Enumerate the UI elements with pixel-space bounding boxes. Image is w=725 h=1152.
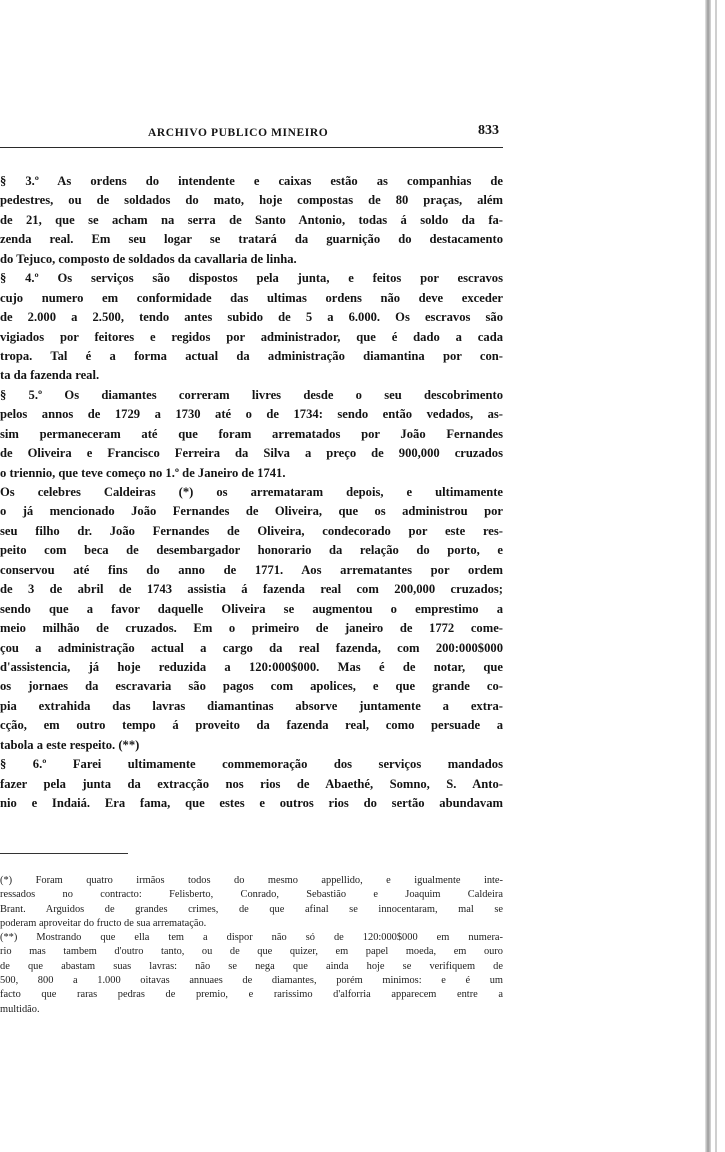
footnote-line: facto que raras pedras de premio, e rarissimo d'alforria apparecem entre a — [0, 989, 503, 1001]
footnote-line: Brant. Arguidos de grandes crimes, de que afinal se innocentaram, mal se — [0, 903, 503, 915]
header-rule — [0, 147, 503, 148]
text-line: § 6.º Farei ultimamente commemoração dos serviços mandados — [0, 757, 503, 772]
footnote-line: poderam aproveitar do fructo de sua arrematação. — [0, 917, 207, 929]
footnote-line: multidão. — [0, 1003, 40, 1015]
text-line: Os celebres Caldeiras (*) os arremataram depois, e ultimamente — [0, 485, 503, 499]
text-line: de 21, que se acham na serra de Santo Antonio, todas á soldo da fa- — [0, 212, 503, 227]
footnote-line: (*) Foram quatro irmãos todos do mesmo appellido, e igualmente inte- — [0, 875, 503, 886]
text-line: de Oliveira e Francisco Ferreira da Silva a preço de 900,000 cruzados — [0, 446, 503, 461]
text-line: vigiados por feitores e regidos por administrador, que é dado a cada — [0, 329, 503, 344]
page-edge-shadow — [705, 0, 711, 1152]
text-line: de 3 de abril de 1743 assistia á fazenda real com 200,000 cruzados; — [0, 582, 503, 597]
text-line: os jornaes da escravaria são pagos com apolices, e que grande co- — [0, 679, 503, 694]
text-line: d'assistencia, já hoje reduzida a 120:000$000. Mas é de notar, que — [0, 659, 503, 674]
footnote-rule — [0, 853, 128, 854]
text-line: sim permaneceram até que foram arrematados por João Fernandes — [0, 426, 503, 441]
text-line: § 3.º As ordens do intendente e caixas estão as companhias de — [0, 174, 503, 188]
text-line: tropa. Tal é a forma actual da administração diamantina por con- — [0, 348, 503, 363]
page-edge-line — [715, 0, 717, 1152]
text-line: conservou até fins do anno de 1771. Aos arrematantes por ordem — [0, 562, 503, 577]
text-line: zenda real. Em seu logar se tratará da guarnição do destacamento — [0, 232, 503, 247]
text-line: do Tejuco, composto de soldados da cavallaria de linha. — [0, 251, 297, 266]
text-line: seu filho dr. João Fernandes de Oliveira, condecorado por este res- — [0, 523, 503, 538]
text-line: o triennio, que teve começo no 1.º de Janeiro de 1741. — [0, 465, 286, 480]
text-line: meio milhão de cruzados. Em o primeiro de janeiro de 1772 come- — [0, 621, 503, 636]
text-line: § 4.º Os serviços são dispostos pela junta, e feitos por escravos — [0, 271, 503, 286]
text-line: de 2.000 a 2.500, tendo antes subido de 5 a 6.000. Os escravos são — [0, 310, 503, 325]
text-line: pelos annos de 1729 a 1730 até o de 1734: sendo então vedados, as- — [0, 407, 503, 422]
text-line: o já mencionado João Fernandes de Oliveira, que os administrou por — [0, 504, 503, 519]
text-line: tabola a este respeito. (**) — [0, 737, 140, 752]
footnote-line: 500, 800 a 1.000 oitavas annuaes de diamantes, porém minimos: e é um — [0, 975, 503, 987]
text-line: cção, em outro tempo á proveito da fazenda real, como persuade a — [0, 718, 503, 733]
running-title: ARCHIVO PUBLICO MINEIRO — [148, 127, 329, 139]
text-line: ta da fazenda real. — [0, 368, 100, 383]
footnote-line: ressados no contracto: Felisberto, Conrado, Sebastião e Joaquim Caldeira — [0, 889, 503, 901]
text-line: nio e Indaiá. Era fama, que estes e outros rios do sertão abundavam — [0, 796, 503, 810]
body-text — [0, 172, 503, 813]
text-line: cujo numero em conformidade das ultimas ordens não deve exceder — [0, 290, 503, 305]
footnote-line: de que abastam suas lavras: não se nega que ainda hoje se verifiquem de — [0, 960, 503, 972]
footnotes — [0, 874, 503, 1017]
text-line: pedestres, ou de soldados do mato, hoje compostas de 80 praças, além — [0, 193, 503, 208]
page-number: 833 — [478, 123, 499, 138]
page-header — [0, 123, 520, 143]
text-line: fazer pela junta da extracção nos rios de Abaethé, Somno, S. Anto- — [0, 776, 503, 791]
text-line: sendo que a favor daquelle Oliveira se augmentou o emprestimo a — [0, 601, 503, 616]
text-line: çou a administração actual a cargo da real fazenda, com 200:000$000 — [0, 640, 503, 655]
text-line: § 5.º Os diamantes correram livres desde o seu descobrimento — [0, 387, 503, 402]
footnote-line: (**) Mostrando que ella tem a dispor não só de 120:000$000 em numera- — [0, 932, 503, 944]
text-line: peito com beca de desembargador honorario da relação do porto, e — [0, 543, 503, 558]
footnote-line: rio mas tambem d'outro tanto, ou de que quizer, em papel moeda, em ouro — [0, 946, 503, 958]
text-line: pia extrahida das lavras diamantinas absorve juntamente a extra- — [0, 698, 503, 713]
